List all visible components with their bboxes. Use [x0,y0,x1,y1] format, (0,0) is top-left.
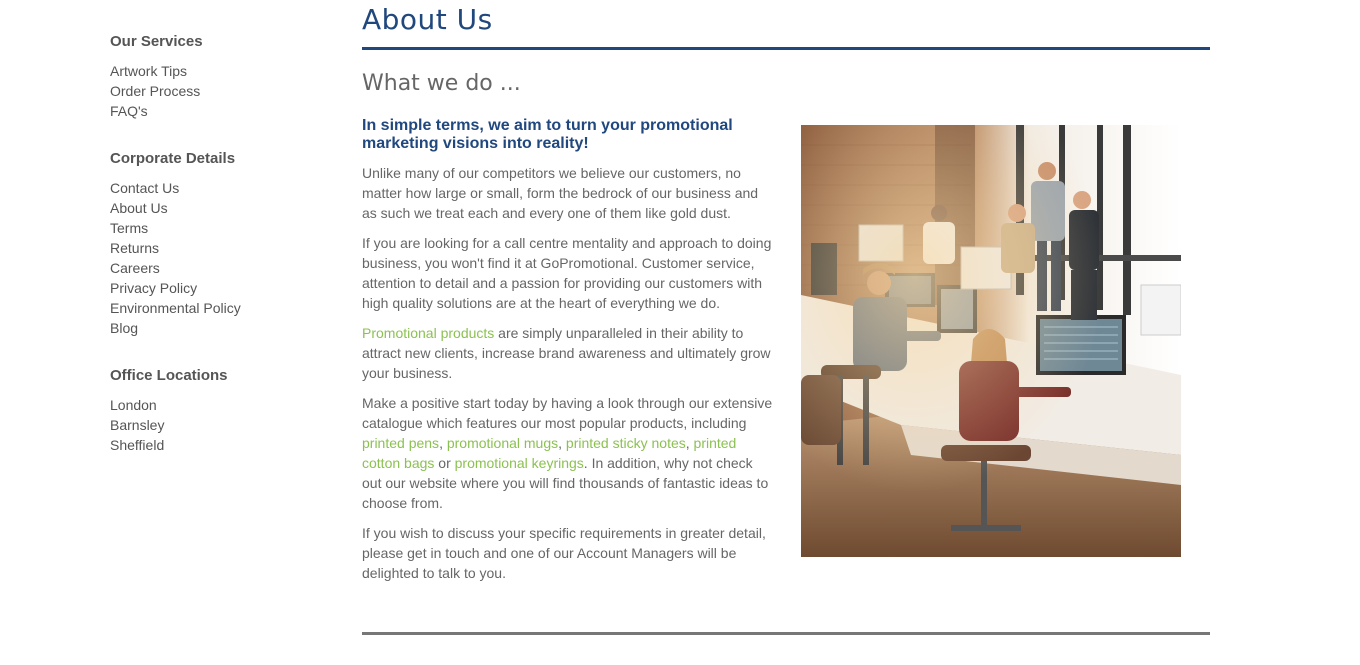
office-team-photo [801,125,1181,557]
sidebar-link-barnsley[interactable]: Barnsley [110,417,165,433]
paragraph-customers: Unlike many of our competitors we believe our customers, no matter how large or small, form the bedrock of our business and as such we treat each and every one of them like gold dust. [362,165,759,221]
paragraph-products [362,323,774,383]
paragraph-text: , [558,435,566,451]
lead-statement: In simple terms, we aim to turn your promotional marketing visions into reality! [362,117,733,152]
sidebar-section-corporate-details [110,150,330,338]
sidebar-link-environmental-policy[interactable]: Environmental Policy [110,300,241,316]
main-content [362,0,1210,581]
sidebar-link-london[interactable]: London [110,397,157,413]
paragraph-text: , [439,435,447,451]
sidebar-section-our-services [110,33,330,121]
paragraph-service: If you are looking for a call centre mentality and approach to doing business, you won't find it at GoPromotional. Customer service, attention to detail and a passion for providing our customers with high quality solutions are at the heart of everything we do. [362,235,772,311]
paragraph-text: are simply unparalleled in their ability to attract new clients, increase brand awareness and ultimately grow your business. [362,325,771,381]
sidebar-list [110,178,330,338]
paragraph-catalogue [362,393,774,513]
sidebar-list [110,61,330,121]
section-heading: What we do ... [362,71,521,96]
paragraph-text: , [685,435,694,451]
sidebar-list [110,395,330,455]
sidebar-section-office-locations [110,367,330,455]
link-printed-cotton-bags[interactable]: printed cotton bags [362,435,737,471]
paragraph-text: Make a positive start today by having a look through our extensive catalogue which features our most popular products, including [362,395,773,431]
paragraph-contact: If you wish to discuss your specific requirements in greater detail, please get in touch and one of our Account Managers will be delighted to talk to you. [362,525,766,581]
sidebar-heading: Corporate Details [110,150,236,167]
sidebar-link-about-us[interactable]: About Us [110,200,168,216]
link-promotional-mugs[interactable]: promotional mugs [446,435,559,451]
sidebar [110,33,330,484]
sidebar-link-blog[interactable]: Blog [110,320,139,336]
sidebar-link-artwork-tips[interactable]: Artwork Tips [110,63,188,79]
sidebar-link-terms[interactable]: Terms [110,220,149,236]
link-promotional-keyrings[interactable]: promotional keyrings [454,455,584,471]
paragraph-text: or [434,455,455,471]
link-printed-sticky-notes[interactable]: printed sticky notes [565,435,686,451]
sidebar-link-contact-us[interactable]: Contact Us [110,180,180,196]
page-title: About Us [362,3,493,36]
sidebar-link-sheffield[interactable]: Sheffield [110,437,165,453]
title-divider [362,47,1210,50]
about-text [362,117,774,593]
bottom-divider [362,632,1210,635]
sidebar-link-faqs[interactable]: FAQ's [110,103,148,119]
sidebar-link-privacy-policy[interactable]: Privacy Policy [110,280,198,296]
paragraph-text: . In addition, why not check out our website where you will find thousands of fantastic ideas to choose from. [362,455,769,511]
link-promotional-products[interactable]: Promotional products [362,325,495,341]
sidebar-link-order-process[interactable]: Order Process [110,83,201,99]
sidebar-link-returns[interactable]: Returns [110,240,160,256]
link-printed-pens[interactable]: printed pens [362,435,440,451]
sidebar-link-careers[interactable]: Careers [110,260,160,276]
sidebar-heading: Office Locations [110,367,228,384]
sidebar-heading: Our Services [110,33,203,50]
